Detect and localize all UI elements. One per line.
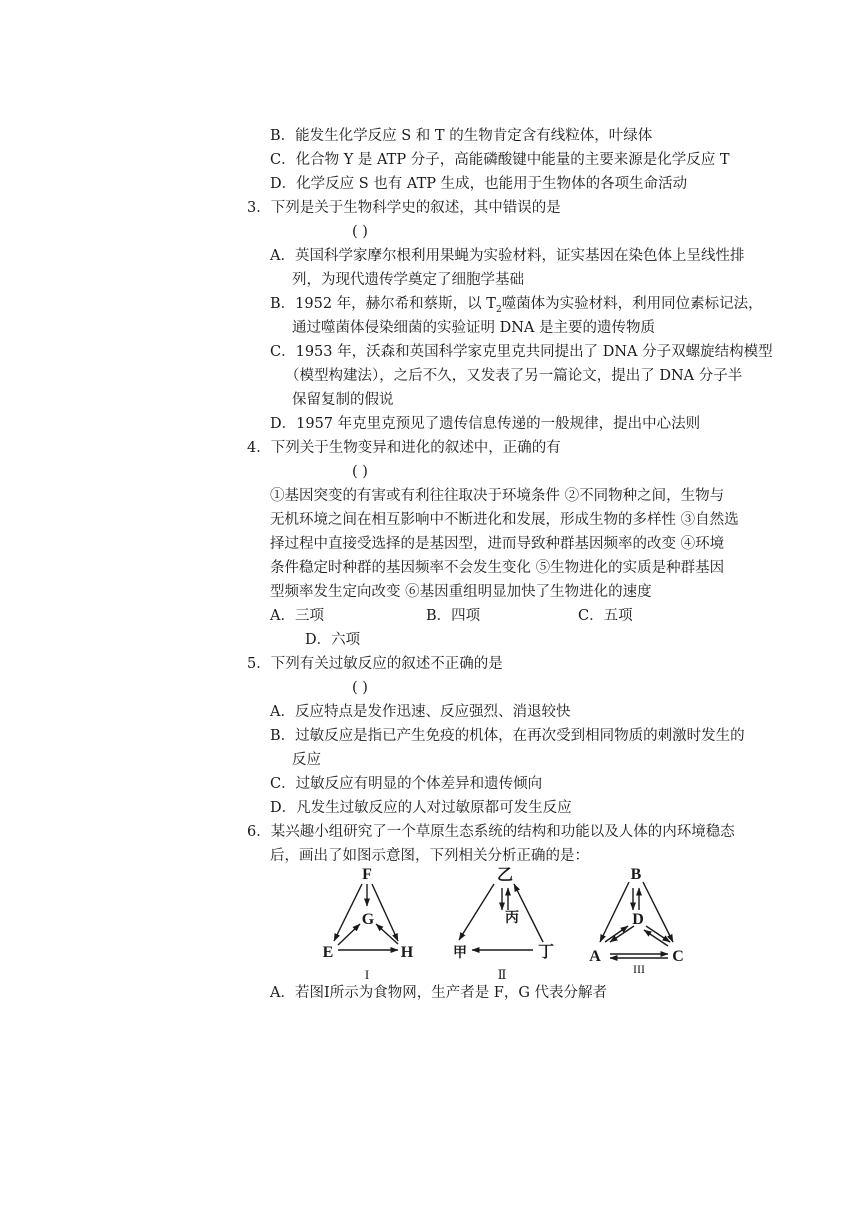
q2-option-b: B．能发生化学反应 S 和 T 的生物肯定含有线粒体，叶绿体 xyxy=(270,128,653,144)
q6-option-a: A．若图Ⅰ所示为食物网，生产者是 F，G 代表分解者 xyxy=(270,985,608,1001)
q3-option-c-line2: （模型构建法），之后不久，又发表了另一篇论文，提出了 DNA 分子半 xyxy=(285,368,743,384)
q5-option-a: A．反应特点是发作迅速、反应强烈、消退较快 xyxy=(270,704,571,720)
diagram3-node-right: C xyxy=(672,948,684,965)
q5-answer-blank: ( ) xyxy=(352,680,368,696)
diagram1-label: I xyxy=(364,967,370,982)
q2-option-c: C．化合物 Y 是 ATP 分子，高能磷酸键中能量的主要来源是化学反应 T xyxy=(270,152,730,168)
q3-option-c-line3: 保留复制的假说 xyxy=(292,392,394,408)
diagram2-node-top: 乙 xyxy=(496,867,514,884)
q4-option-c: C．五项 xyxy=(578,608,633,624)
diagram3-node-left: A xyxy=(589,948,601,965)
q4-statement-line3: 择过程中直接受选择的是基因型，进而导致种群基因频率的改变 ④环境 xyxy=(270,536,725,552)
q4-statement-line5: 型频率发生定向改变 ⑥基因重组明显加快了生物进化的速度 xyxy=(270,584,652,600)
diagram3-node-top: B xyxy=(630,866,642,883)
diagram2-label: Ⅱ xyxy=(497,967,507,982)
q6-stem-line1: 6．某兴趣小组研究了一个草原生态系统的结构和功能以及人体的内环境稳态 xyxy=(247,824,735,840)
q5-option-d: D．凡发生过敏反应的人对过敏原都可发生反应 xyxy=(270,800,572,816)
q4-statement-line4: 条件稳定时种群的基因频率不会发生变化 ⑤生物进化的实质是种群基因 xyxy=(270,560,725,576)
q4-answer-blank: ( ) xyxy=(352,464,368,480)
q4-option-d: D．六项 xyxy=(305,632,361,648)
q4-stem: 4．下列关于生物变异和进化的叙述中，正确的有 xyxy=(247,440,561,456)
q3-stem: 3．下列是关于生物科学史的叙述，其中错误的是 xyxy=(247,200,561,216)
diagram2-node-center: 丙 xyxy=(505,911,519,926)
diagram1-node-center: G xyxy=(361,911,375,928)
q2-option-d: D．化学反应 S 也有 ATP 生成，也能用于生物体的各项生命活动 xyxy=(270,176,688,192)
q5-option-b-line2: 反应 xyxy=(292,752,321,768)
q4-option-b: B．四项 xyxy=(426,608,481,624)
diagram3-node-center: D xyxy=(632,911,644,928)
diagram1-node-left: E xyxy=(322,944,334,961)
q5-option-b-line1: B．过敏反应是指已产生免疫的机体，在再次受到相同物质的刺激时发生的 xyxy=(270,728,745,744)
q3-option-a-line1: A．英国科学家摩尔根利用果蝇为实验材料，证实基因在染色体上呈线性排 xyxy=(270,248,745,264)
q3-option-c-line1: C．1953 年，沃森和英国科学家克里克共同提出了 DNA 分子双螺旋结构模型 xyxy=(270,344,773,360)
diagram2-node-left: 甲 xyxy=(453,946,467,961)
diagram1-node-top: F xyxy=(362,866,372,883)
q5-option-c: C．过敏反应有明显的个体差异和遗传倾向 xyxy=(270,776,543,792)
q3-answer-blank: ( ) xyxy=(352,224,368,240)
q4-option-a: A．三项 xyxy=(270,608,324,624)
q3-option-b-line1: B．1952 年，赫尔希和蔡斯，以 $T_2$噬菌体为实验材料，利用同位素标记法， xyxy=(270,296,763,315)
q3-option-b-line2: 通过噬菌体侵染细菌的实验证明 DNA 是主要的遗传物质 xyxy=(292,320,656,336)
diagram3-label: III xyxy=(633,962,645,976)
q4-statement-line1: ①基因突变的有害或有利往往取决于环境条件 ②不同物种之间，生物与 xyxy=(270,488,725,504)
diagram2-node-right: 丁 xyxy=(537,944,555,961)
q3-option-a-line2: 列，为现代遗传学奠定了细胞学基础 xyxy=(292,272,524,288)
q3-option-d: D．1957 年克里克预见了遗传信息传递的一般规律，提出中心法则 xyxy=(270,416,701,432)
q5-stem: 5．下列有关过敏反应的叙述不正确的是 xyxy=(247,656,503,672)
ecosystem-diagrams xyxy=(318,862,698,982)
q4-statement-line2: 无机环境之间在相互影响中不断进化和发展，形成生物的多样性 ③自然选 xyxy=(270,512,739,528)
q6-stem-line2: 后，画出了如图示意图，下列相关分析正确的是： xyxy=(270,848,589,864)
diagram1-node-right: H xyxy=(400,944,414,961)
subscript: 2 xyxy=(495,304,502,315)
